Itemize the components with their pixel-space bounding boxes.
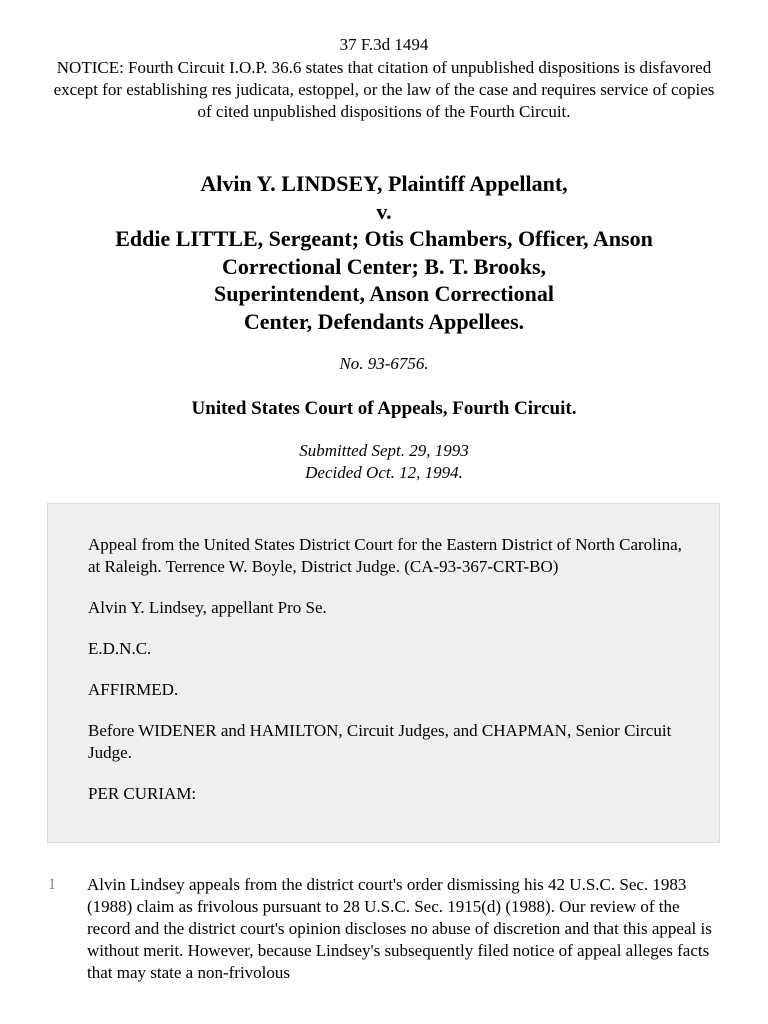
court-name: United States Court of Appeals, Fourth Circuit. — [191, 398, 577, 419]
defendants-line-2: Correctional Center; B. T. Brooks, — [221, 253, 547, 279]
case-summary-box — [47, 503, 720, 843]
versus-line: v. — [376, 198, 392, 224]
appeal-from-text: Appeal from the United States District Court for the Eastern District of North Carolina, at Raleigh. Terrence W. Boyle, District Judge. (CA-93-367-CRT-BO) — [88, 535, 682, 576]
per-curiam-text: PER CURIAM: — [88, 784, 197, 803]
appellant-text: Alvin Y. Lindsey, appellant Pro Se. — [88, 598, 327, 617]
district-text: E.D.N.C. — [88, 639, 152, 658]
disposition-text: AFFIRMED. — [88, 680, 179, 699]
defendants-line-1: Eddie LITTLE, Sergeant; Otis Chambers, Officer, Anson — [115, 226, 653, 251]
unpublished-notice: NOTICE: Fourth Circuit I.O.P. 36.6 states that citation of unpublished dispositions is disfavored except for establishing res judicata, estoppel, or the law of the case and requires service of copies of cited unpublished dispositions of the Fourth Circuit. — [53, 58, 715, 121]
defendants-line-4: Center, Defendants Appellees. — [243, 308, 525, 334]
defendants-line-3: Superintendent, Anson Correctional — [213, 281, 554, 306]
decided-date: Decided Oct. 12, 1994. — [305, 463, 463, 482]
submitted-date: Submitted Sept. 29, 1993 — [299, 441, 469, 460]
case-citation: 37 F.3d 1494 — [339, 35, 429, 54]
docket-number: No. 93-6756. — [339, 354, 429, 373]
case-dates — [0, 440, 768, 484]
case-summary-content — [88, 534, 688, 824]
panel-text: Before WIDENER and HAMILTON, Circuit Judges, and CHAPMAN, Senior Circuit Judge. — [88, 721, 672, 762]
case-caption — [60, 170, 708, 335]
paragraph-number: 1 — [48, 876, 56, 893]
paragraph-text: Alvin Lindsey appeals from the district court's order dismissing his 42 U.S.C. Sec. 1983 (1988) claim as frivolous pursuant to 28 U.S.C. Sec. 1915(d) (1988). Our review of the record and the district court's opinion discloses no abuse of discretion and that this appeal is without merit. However, because Lindsey's subsequently filed notice of appeal alleges facts that may state a non-frivolous — [87, 875, 712, 982]
plaintiff-line: Alvin Y. LINDSEY, Plaintiff Appellant, — [200, 171, 568, 196]
